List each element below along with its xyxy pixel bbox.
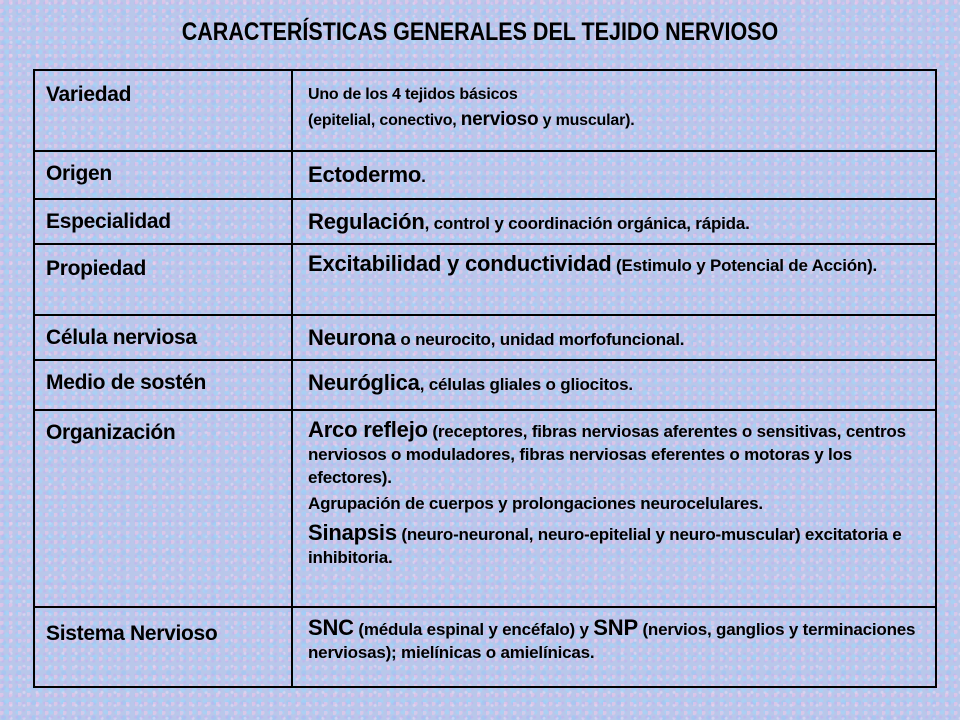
- table-row-propiedad: [34, 244, 936, 315]
- description-highlight: Neuróglica: [308, 370, 420, 395]
- description-line: Uno de los 4 tejidos básicos: [308, 86, 518, 103]
- table-row-origen: [34, 151, 936, 199]
- description-text: o neurocito, unidad morfofuncional.: [395, 330, 685, 349]
- description-text: (neuro-neuronal, neuro-epitelial y neuro-muscular) excitatoria e inhibitoria.: [308, 524, 902, 568]
- table-row-medio-de-sosten: [34, 360, 936, 410]
- organization-paragraph: Agrupación de cuerpos y prolongaciones neurocelulares.: [308, 494, 763, 513]
- description-text: (médula espinal y encéfalo) y: [353, 620, 594, 639]
- description-text: (nervios, ganglios y terminaciones nerviosas); mielínicas o amielínicas.: [308, 620, 916, 663]
- table-row-celula-nerviosa: [34, 315, 936, 360]
- row-label: Variedad: [34, 70, 292, 151]
- row-description: [292, 244, 936, 315]
- page-title: CARACTERÍSTICAS GENERALES DEL TEJIDO NERVIOSO: [181, 18, 779, 46]
- description-text: (receptores, fibras nerviosas aferentes o sensitivas, centros nerviosos o moduladores, fibras nerviosas eferentes o motoras y los efectores).: [308, 422, 906, 488]
- table-row-organizacion: [34, 410, 936, 607]
- description-highlight: Sinapsis: [308, 519, 397, 545]
- table-row-especialidad: [34, 199, 936, 244]
- description-text: y muscular).: [538, 112, 635, 130]
- row-description: [292, 151, 936, 199]
- row-description: [292, 315, 936, 360]
- row-label: Célula nerviosa: [34, 315, 292, 360]
- row-description: [292, 360, 936, 410]
- description-highlight: nervioso: [460, 109, 539, 131]
- row-description: [292, 70, 936, 151]
- description-text: (epitelial, conectivo,: [308, 112, 461, 130]
- row-label: Especialidad: [34, 199, 292, 244]
- description-highlight: Regulación: [308, 209, 425, 234]
- row-label: Medio de sostén: [34, 360, 292, 410]
- description-highlight: Neurona: [308, 325, 396, 350]
- description-highlight: SNC: [308, 615, 354, 640]
- description-line: [308, 106, 927, 134]
- description-text: .: [421, 167, 426, 186]
- table-row-sistema-nervioso: [34, 607, 936, 687]
- row-description: [292, 607, 936, 687]
- description-text: (Estimulo y Potencial de Acción).: [611, 256, 878, 275]
- description-highlight: Excitabilidad y conductividad: [308, 251, 612, 276]
- description-highlight: Ectodermo: [308, 162, 422, 187]
- description-text: , células gliales o gliocitos.: [419, 375, 633, 394]
- row-label: Sistema Nervioso: [34, 607, 292, 687]
- row-label: Organización: [34, 410, 292, 607]
- row-description: [292, 199, 936, 244]
- organization-paragraph: [308, 415, 927, 490]
- row-description: [292, 410, 936, 607]
- table-row-variedad: [34, 70, 936, 151]
- row-label: Propiedad: [34, 244, 292, 315]
- row-label: Origen: [34, 151, 292, 199]
- description-text: , control y coordinación orgánica, rápida.: [424, 214, 750, 233]
- characteristics-table: [33, 69, 937, 688]
- organization-paragraph: [308, 518, 927, 570]
- description-highlight: Arco reflejo: [308, 417, 428, 442]
- description-highlight: SNP: [593, 615, 638, 640]
